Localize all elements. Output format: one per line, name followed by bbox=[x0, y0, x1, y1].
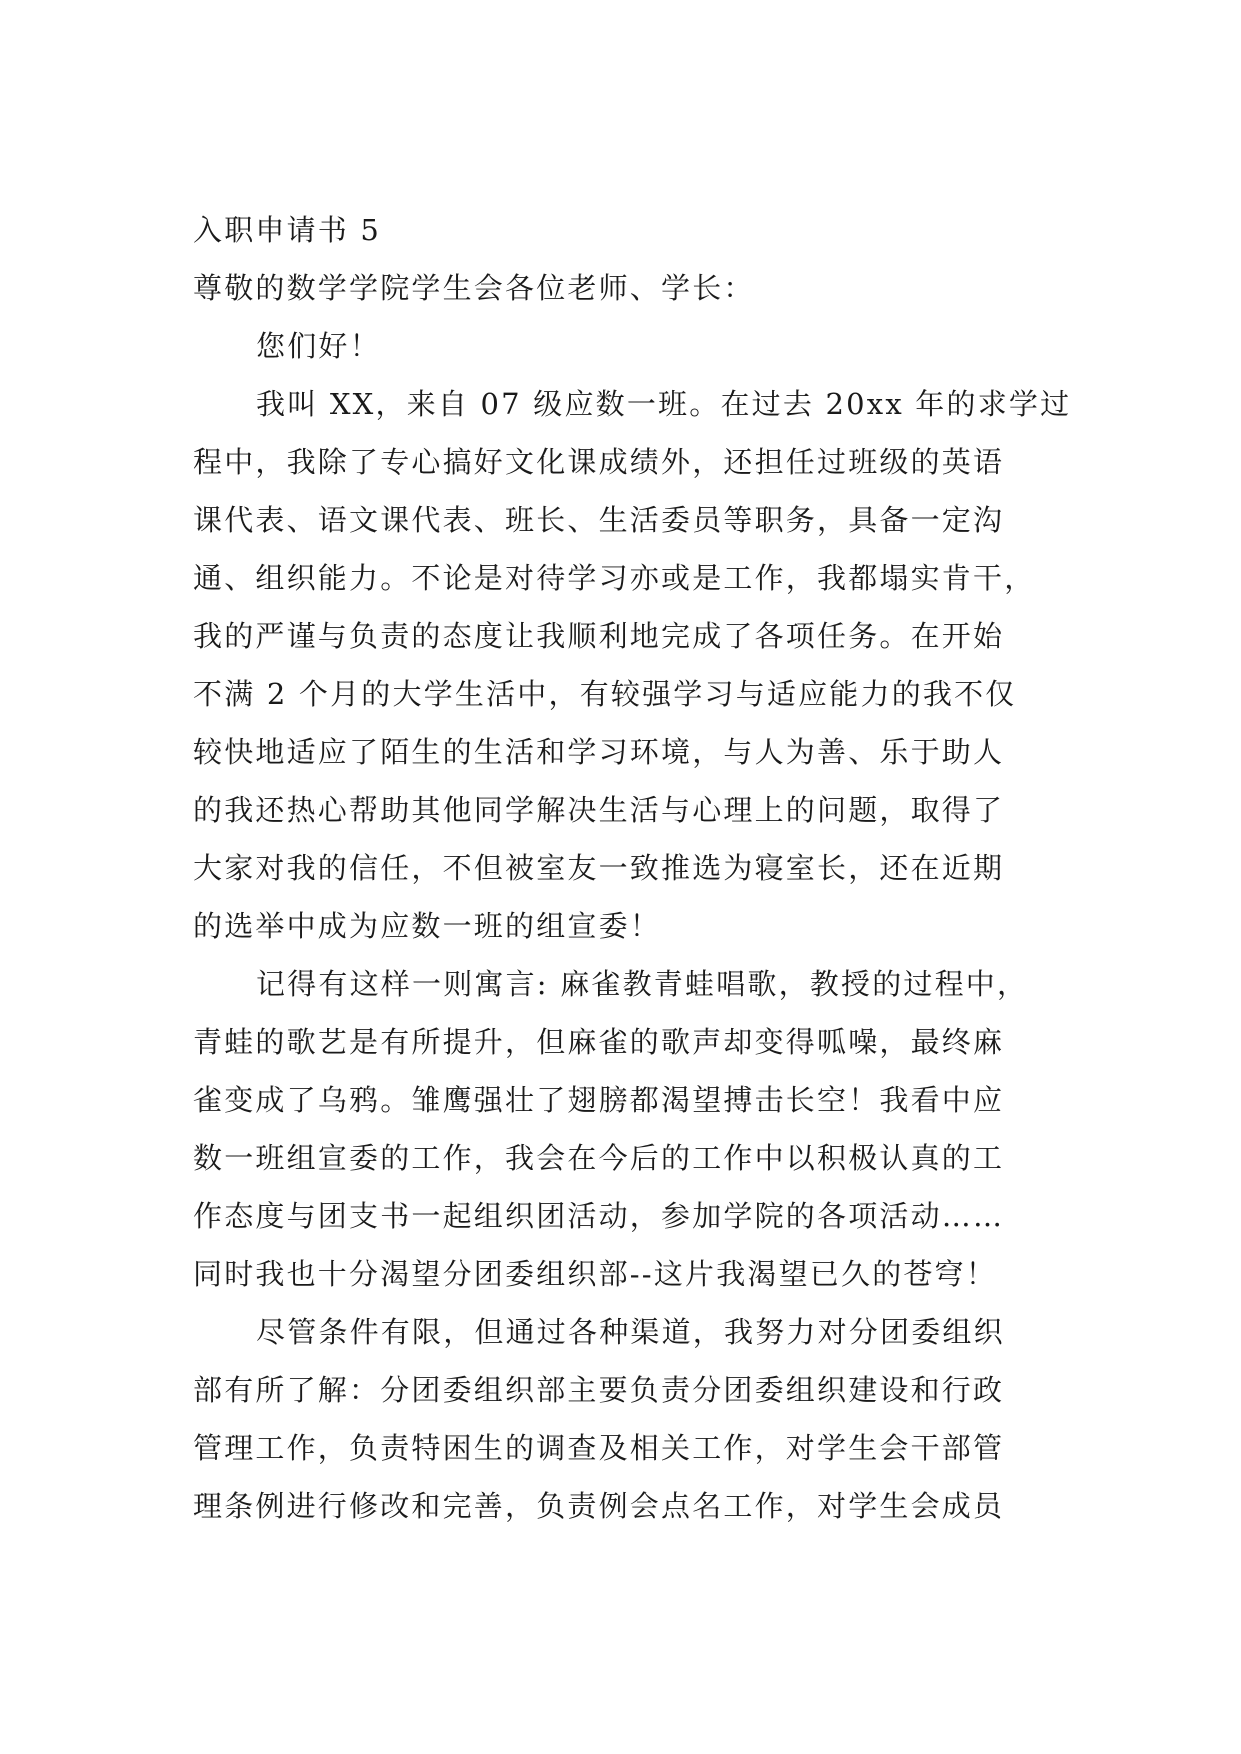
paragraph-1-line: 的选举中成为应数一班的组宣委！ bbox=[193, 909, 662, 943]
paragraph-2-line: 同时我也十分渴望分团委组织部--这片我渴望已久的苍穹！ bbox=[193, 1257, 997, 1291]
greeting: 您们好！ bbox=[256, 329, 381, 363]
paragraph-1-line: 大家对我的信任，不但被室友一致推选为寝室长，还在近期 bbox=[193, 851, 1005, 885]
paragraph-1-line: 程中，我除了专心搞好文化课成绩外，还担任过班级的英语 bbox=[193, 445, 1005, 479]
paragraph-3-line: 理条例进行修改和完善，负责例会点名工作，对学生会成员 bbox=[193, 1489, 1005, 1523]
paragraph-1-line: 不满 2 个月的大学生活中，有较强学习与适应能力的我不仅 bbox=[193, 677, 1017, 711]
paragraph-2-line: 作态度与团支书一起组织团活动，参加学院的各项活动…… bbox=[193, 1199, 1005, 1233]
paragraph-1-line: 我的严谨与负责的态度让我顺利地完成了各项任务。在开始 bbox=[193, 619, 1005, 653]
salutation: 尊敬的数学学院学生会各位老师、学长： bbox=[193, 271, 755, 305]
paragraph-1-line: 通、组织能力。不论是对待学习亦或是工作，我都塌实肯干， bbox=[193, 561, 1036, 595]
paragraph-1-line: 的我还热心帮助其他同学解决生活与心理上的问题，取得了 bbox=[193, 793, 1005, 827]
paragraph-3-line: 尽管条件有限，但通过各种渠道，我努力对分团委组织 bbox=[256, 1315, 1005, 1349]
paragraph-3-line: 管理工作，负责特困生的调查及相关工作，对学生会干部管 bbox=[193, 1431, 1005, 1465]
paragraph-1-line: 较快地适应了陌生的生活和学习环境，与人为善、乐于助人 bbox=[193, 735, 1005, 769]
paragraph-1-line: 课代表、语文课代表、班长、生活委员等职务，具备一定沟 bbox=[193, 503, 1005, 537]
paragraph-2-line: 数一班组宣委的工作，我会在今后的工作中以积极认真的工 bbox=[193, 1141, 1005, 1175]
paragraph-2-line: 雀变成了乌鸦。雏鹰强壮了翅膀都渴望搏击长空！我看中应 bbox=[193, 1083, 1005, 1117]
paragraph-2-line: 记得有这样一则寓言: 麻雀教青蛙唱歌，教授的过程中， bbox=[256, 967, 1029, 1001]
paragraph-2-line: 青蛙的歌艺是有所提升，但麻雀的歌声却变得呱噪，最终麻 bbox=[193, 1025, 1005, 1059]
paragraph-1-line: 我叫 XX，来自 07 级应数一班。在过去 20xx 年的求学过 bbox=[256, 387, 1072, 421]
paragraph-3-line: 部有所了解：分团委组织部主要负责分团委组织建设和行政 bbox=[193, 1373, 1005, 1407]
document-title: 入职申请书 5 bbox=[193, 213, 382, 247]
